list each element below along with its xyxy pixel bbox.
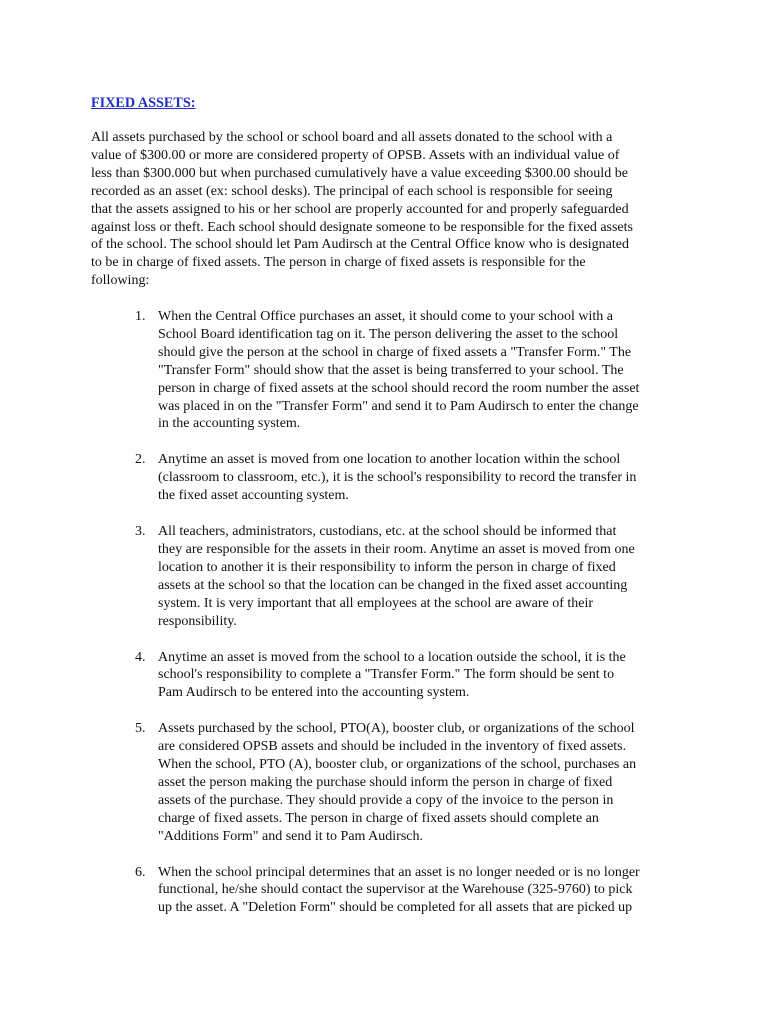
list-item-line: Anytime an asset is moved from one location to another location within the school — [158, 452, 621, 468]
list-item-line: Assets purchased by the school, PTO(A), booster club, or organizations of the school — [158, 721, 635, 737]
list-item-line: When the Central Office purchases an asset, it should come to your school with a — [158, 309, 614, 324]
list-item-text — [158, 308, 695, 433]
responsibility-list — [135, 308, 695, 917]
list-item-line: charge of fixed assets. The person in charge of fixed assets should complete an — [158, 810, 599, 826]
list-item-text — [158, 649, 695, 703]
intro-line: to be in charge of fixed assets. The person in charge of fixed assets is responsible for the — [91, 255, 586, 271]
intro-line: against loss or theft. Each school should designate someone to be responsible for the fixed assets — [91, 219, 633, 235]
intro-line: following: — [91, 273, 150, 289]
list-item-line: Pam Audirsch to be entered into the accounting system. — [158, 685, 470, 701]
list-item-line: When the school, PTO (A), booster club, or organizations of the school, purchases an — [158, 757, 637, 773]
list-item-line: system. It is very important that all employees at the school are aware of their — [158, 595, 594, 611]
list-item-line: should give the person at the school in charge of fixed assets a "Transfer Form." The — [158, 344, 632, 360]
list-item-line: School Board identification tag on it. The person delivering the asset to the school — [158, 326, 619, 342]
list-item-line: assets at the school so that the location can be changed in the fixed asset accounting — [158, 577, 628, 593]
list-item-line: the fixed asset accounting system. — [158, 488, 349, 504]
intro-line: All assets purchased by the school or school board and all assets donated to the school with a — [91, 130, 613, 145]
intro-line: of the school. The school should let Pam Audirsch at the Central Office know who is designated — [91, 237, 629, 253]
intro-paragraph — [91, 129, 691, 290]
list-spacer — [135, 846, 695, 864]
list-item-line: When the school principal determines that an asset is no longer needed or is no longer — [158, 864, 640, 880]
list-item-line: asset the person making the purchase should inform the person in charge of fixed — [158, 774, 613, 790]
section-heading: FIXED ASSETS: — [91, 95, 196, 111]
list-item — [135, 720, 695, 845]
list-item-line: school's responsibility to complete a "Transfer Form." The form should be sent to — [158, 667, 615, 683]
list-item-line: up the asset. A "Deletion Form" should be completed for all assets that are picked up — [158, 900, 633, 916]
list-item-line: All teachers, administrators, custodians, etc. at the school should be informed that — [158, 524, 617, 540]
intro-line: recorded as an asset (ex: school desks). The principal of each school is responsible for seeing — [91, 183, 613, 199]
intro-line: value of $300.00 or more are considered property of OPSB. Assets with an individual value of — [91, 147, 620, 163]
list-item-number: 5. — [135, 721, 146, 737]
list-item-text — [158, 720, 695, 845]
list-item-line: responsibility. — [158, 613, 237, 629]
list-item-line: are considered OPSB assets and should be included in the inventory of fixed assets. — [158, 739, 627, 755]
list-item-number: 2. — [135, 452, 146, 468]
list-item-line: in the accounting system. — [158, 416, 301, 432]
list-spacer — [135, 433, 695, 451]
list-item — [135, 523, 695, 630]
list-item — [135, 308, 695, 433]
list-item-line: Anytime an asset is moved from the school to a location outside the school, it is the — [158, 649, 626, 665]
list-item-number: 1. — [135, 309, 146, 324]
list-item — [135, 864, 695, 918]
list-item-text — [158, 864, 695, 918]
list-item-line: assets of the purchase. They should provide a copy of the invoice to the person in — [158, 792, 614, 808]
list-spacer — [135, 631, 695, 649]
list-item-text — [158, 451, 695, 505]
list-item-line: "Additions Form" and send it to Pam Audirsch. — [158, 828, 423, 844]
list-spacer — [135, 702, 695, 720]
intro-line: less than $300.000 but when purchased cumulatively have a value exceeding $300.00 should be — [91, 165, 628, 181]
list-item-line: person in charge of fixed assets at the school should record the room number the asset — [158, 380, 640, 396]
intro-line: that the assets assigned to his or her school are properly accounted for and properly safeguarded — [91, 201, 629, 217]
list-item — [135, 649, 695, 703]
list-item-line: functional, he/she should contact the supervisor at the Warehouse (325-9760) to pick — [158, 882, 633, 898]
list-item-line: "Transfer Form" should show that the asset is being transferred to your school. The — [158, 362, 624, 378]
list-item-text — [158, 523, 695, 630]
list-item-number: 6. — [135, 864, 146, 880]
list-item-number: 3. — [135, 524, 146, 540]
list-item-number: 4. — [135, 649, 146, 665]
list-spacer — [135, 505, 695, 523]
list-item-line: (classroom to classroom, etc.), it is the school's responsibility to record the transfer in — [158, 470, 637, 486]
list-item-line: they are responsible for the assets in their room. Anytime an asset is moved from one — [158, 541, 635, 557]
list-item-line: location to another it is their responsibility to inform the person in charge of fixed — [158, 559, 616, 575]
list-item-line: was placed in on the "Transfer Form" and send it to Pam Audirsch to enter the change — [158, 398, 639, 414]
list-item — [135, 451, 695, 505]
